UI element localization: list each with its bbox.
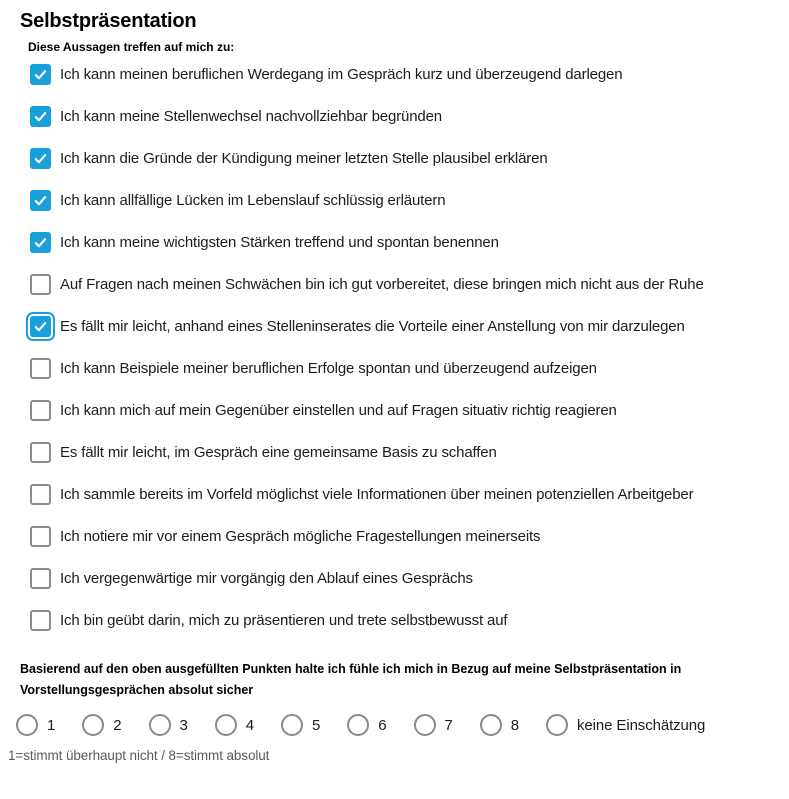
checkbox-row [30,232,789,255]
radio-button[interactable] [347,714,369,736]
checkbox-label: Ich notiere mir vor einem Gespräch mögliche Fragestellungen meinerseits [60,528,541,545]
radio-option[interactable] [480,714,519,736]
radio-label: 6 [378,716,387,734]
radio-label: 4 [245,716,254,734]
radio-label: keine Einschätzung [577,716,706,734]
radio-option[interactable] [215,714,254,736]
radio-option[interactable] [82,714,121,736]
checkbox-unchecked[interactable] [30,568,51,589]
radio-option[interactable] [149,714,188,736]
checkbox-label: Ich kann mich auf mein Gegenüber einstellen und auf Fragen situativ richtig reagieren [60,402,617,419]
checkbox-label: Ich vergegenwärtige mir vorgängig den Ablauf eines Gesprächs [60,570,473,587]
radio-option[interactable] [347,714,386,736]
section-subtitle: Diese Aussagen treffen auf mich zu: [28,40,235,54]
radio-option[interactable] [281,714,320,736]
checkbox-row [30,442,789,465]
radio-option[interactable] [414,714,453,736]
checkbox-row [30,358,789,381]
checkbox-checked[interactable] [30,316,51,337]
checkbox-label: Ich kann die Gründe der Kündigung meiner letzten Stelle plausibel erklären [60,150,548,167]
checkbox-label: Ich kann allfällige Lücken im Lebenslauf schlüssig erläutern [60,192,446,209]
checkbox-unchecked[interactable] [30,358,51,379]
checkbox-row [30,526,789,549]
radio-button[interactable] [414,714,436,736]
checkbox-label: Ich bin geübt darin, mich zu präsentieren und trete selbstbewusst auf [60,612,508,629]
checkbox-label: Auf Fragen nach meinen Schwächen bin ich gut vorbereitet, diese bringen mich nicht aus der Ruhe [60,276,704,293]
radio-label: 1 [47,716,56,734]
radio-label: 3 [179,716,188,734]
radio-label: 5 [312,716,321,734]
checkbox-label: Es fällt mir leicht, im Gespräch eine gemeinsame Basis zu schaffen [60,444,497,461]
radio-label: 8 [510,716,519,734]
radio-label: 7 [444,716,453,734]
checkbox-unchecked[interactable] [30,484,51,505]
scale-note: 1=stimmt überhaupt nicht / 8=stimmt absolut [8,748,270,763]
checkbox-checked[interactable] [30,148,51,169]
checkmark-icon [33,67,48,82]
checkbox-unchecked[interactable] [30,526,51,547]
checkbox-row [30,610,789,633]
checkbox-row [30,190,789,213]
checkbox-unchecked[interactable] [30,400,51,421]
checkbox-checked[interactable] [30,232,51,253]
checkbox-label: Ich kann meine wichtigsten Stärken treffend und spontan benennen [60,234,499,251]
radio-button[interactable] [82,714,104,736]
checkbox-unchecked[interactable] [30,442,51,463]
checkbox-unchecked[interactable] [30,274,51,295]
checkbox-row [30,316,789,339]
checkbox-row [30,568,789,591]
radio-button[interactable] [281,714,303,736]
checkbox-row [30,400,789,423]
checkmark-icon [33,235,48,250]
radio-button[interactable] [149,714,171,736]
checkbox-label: Es fällt mir leicht, anhand eines Stelleninserates die Vorteile einer Anstellung von mir darzulegen [60,318,685,335]
checkbox-row [30,148,789,171]
checkbox-label: Ich kann meinen beruflichen Werdegang im Gespräch kurz und überzeugend darlegen [60,66,623,83]
rating-statement: Basierend auf den oben ausgefüllten Punkten halte ich fühle ich mich in Bezug auf meine Selbstpräsentation in Vorstellungsgesprächen absolut sicher [20,662,682,697]
checkmark-icon [33,193,48,208]
checkbox-unchecked[interactable] [30,610,51,631]
radio-label: 2 [113,716,122,734]
radio-button[interactable] [16,714,38,736]
checkbox-label: Ich kann Beispiele meiner beruflichen Erfolge spontan und überzeugend aufzeigen [60,360,597,377]
checkbox-row [30,274,789,297]
checkbox-row [30,106,789,129]
radio-option[interactable] [16,714,55,736]
checkbox-label: Ich sammle bereits im Vorfeld möglichst viele Informationen über meinen potenziellen Arbeitgeber [60,486,694,503]
radio-option[interactable] [546,714,705,736]
checkbox-checked[interactable] [30,106,51,127]
checkmark-icon [33,319,48,334]
rating-scale [16,714,789,736]
checkbox-row [30,484,789,507]
checkmark-icon [33,109,48,124]
checkmark-icon [33,151,48,166]
checkbox-checked[interactable] [30,190,51,211]
checkbox-checked[interactable] [30,64,51,85]
radio-button[interactable] [215,714,237,736]
checkbox-list [30,64,789,633]
radio-button[interactable] [546,714,568,736]
radio-button[interactable] [480,714,502,736]
page-title: Selbstpräsentation [20,10,197,32]
checkbox-label: Ich kann meine Stellenwechsel nachvollziehbar begründen [60,108,442,125]
checkbox-row [30,64,789,87]
